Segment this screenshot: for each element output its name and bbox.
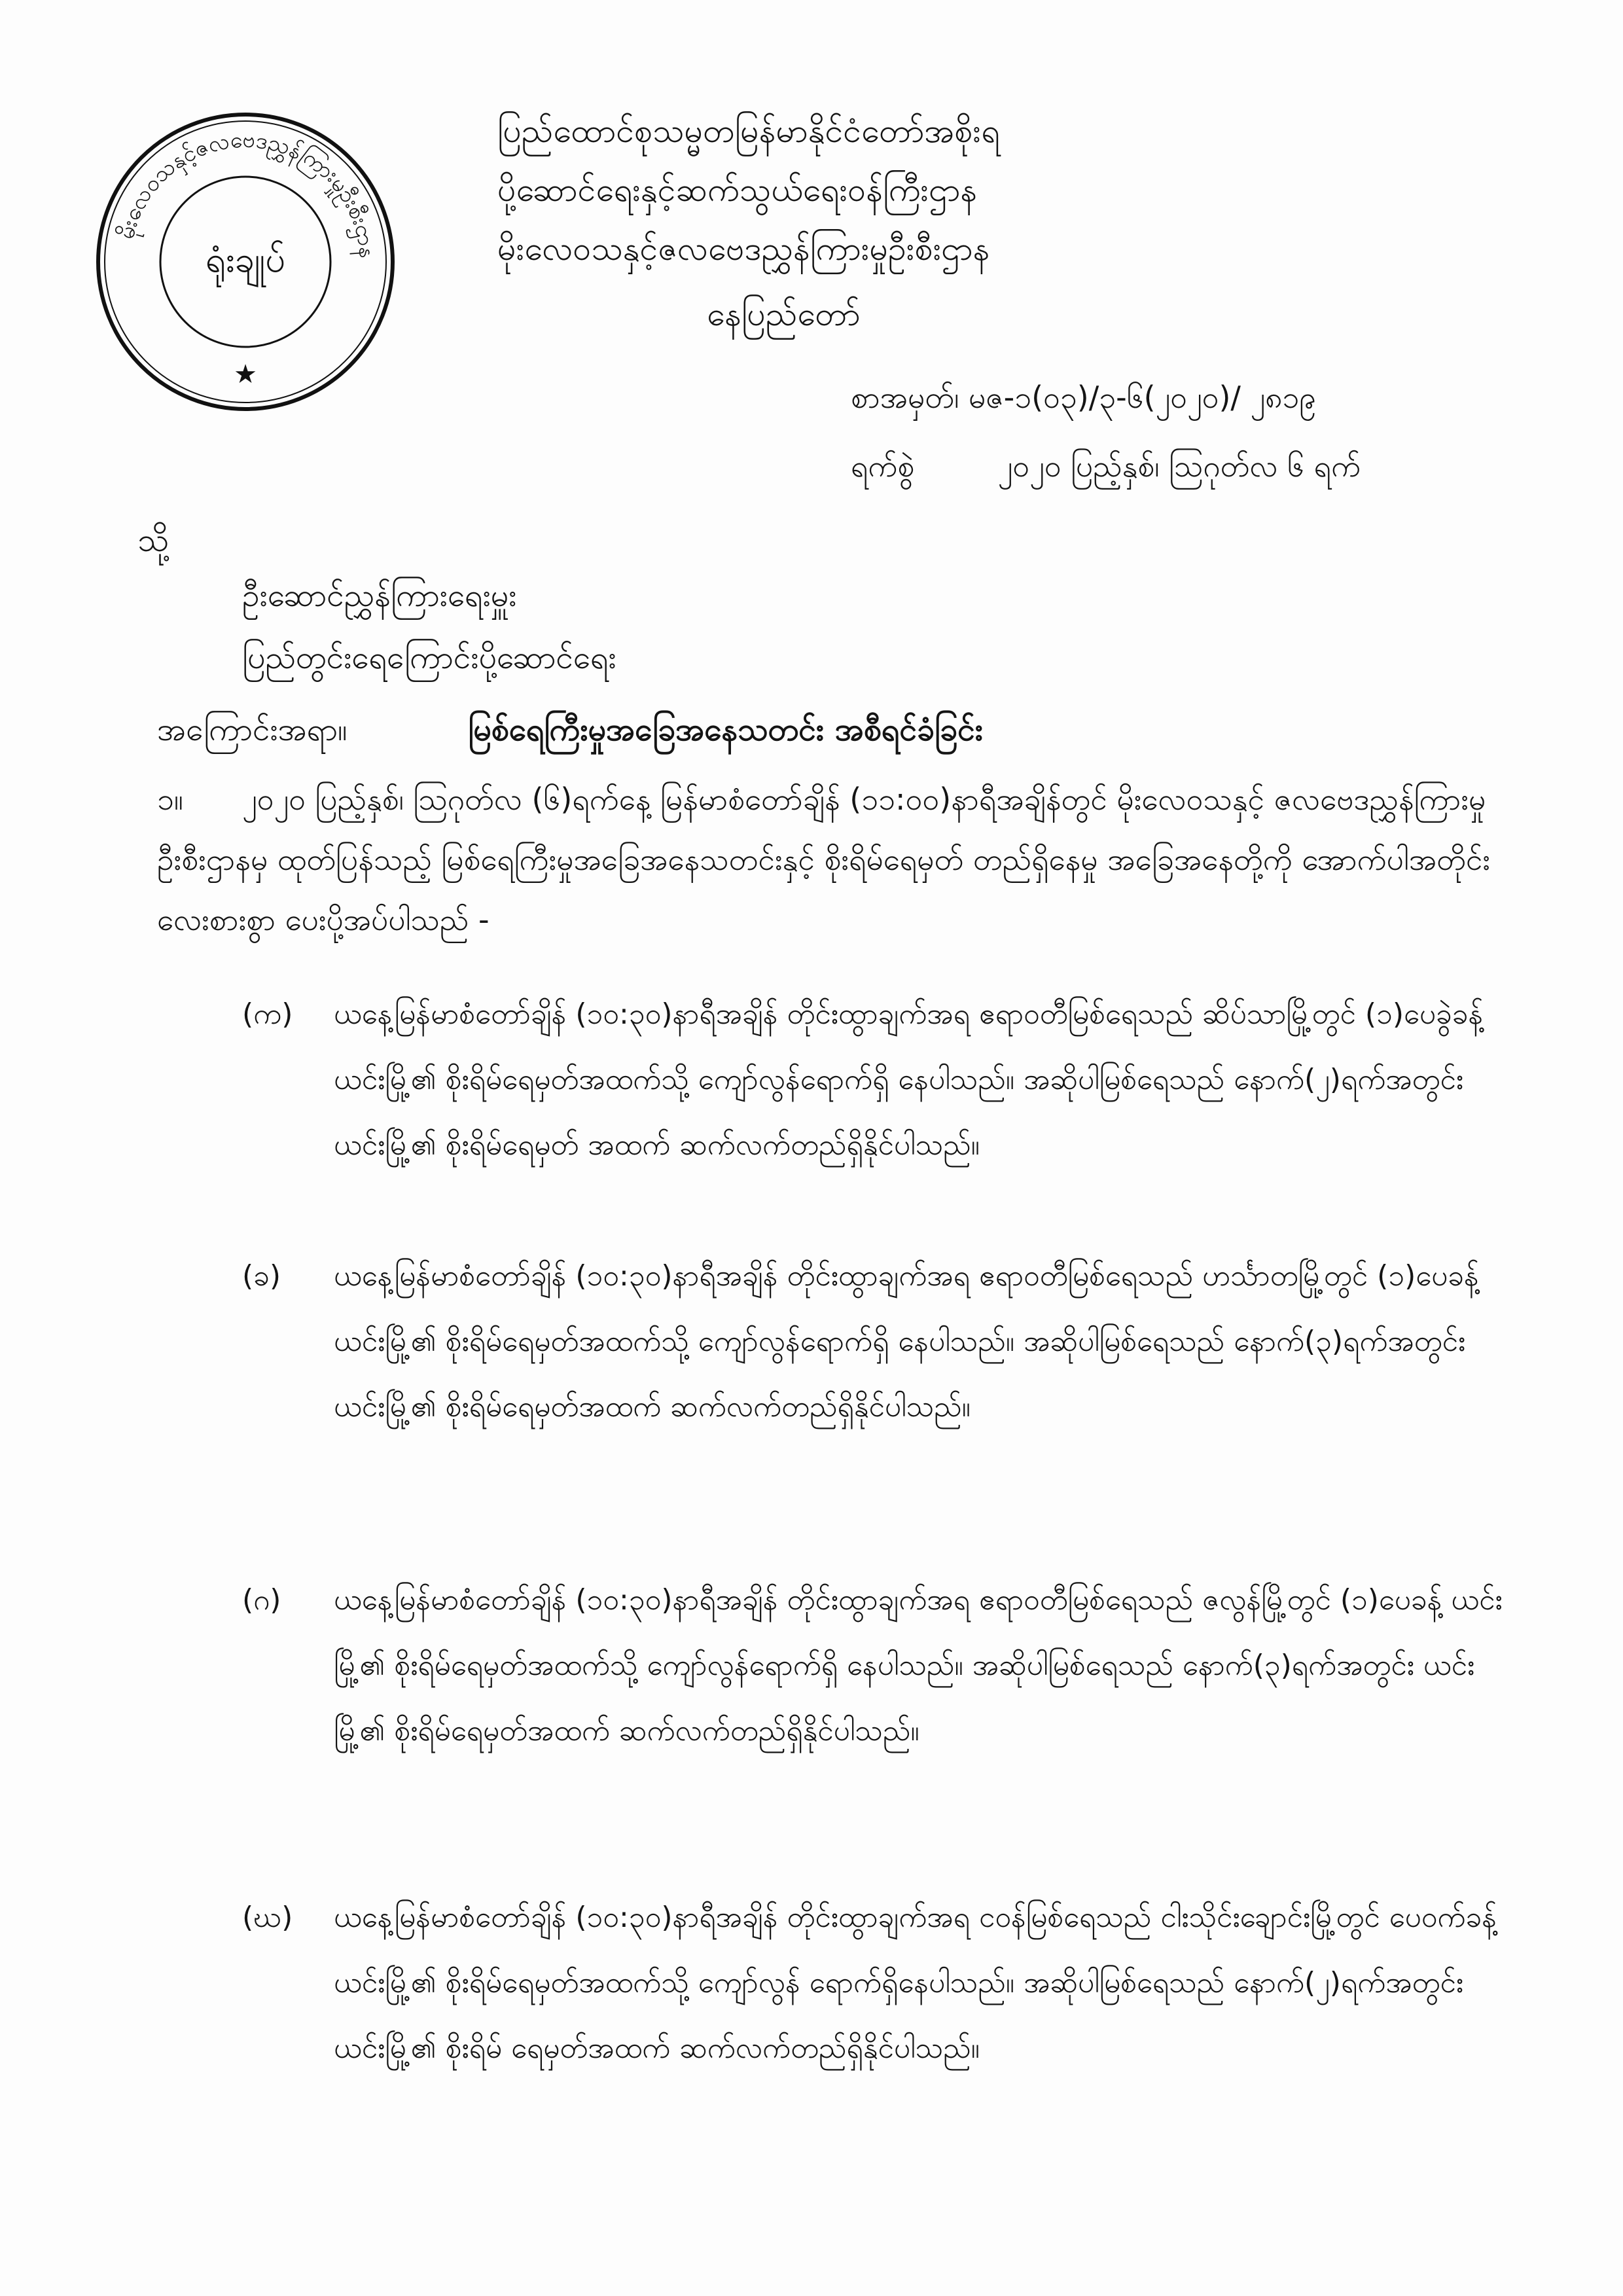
list-item-text: ယနေ့မြန်မာစံတော်ချိန် (၁၀:၃၀)နာရီအချိန် တိုင်းထွာချက်အရ ဧရာဝတီမြစ်ရေသည် ဆိပ်သာမြို့တွင် (၁)ပေခွဲခန့် ယင်းမြို့၏ စိုးရိမ်ရေမှတ်အထက်သို့ ကျော်လွန်ရောက်ရှိ နေပါသည်။ အဆိုပါမြစ်ရေသည် နောက်(၂)ရက်အတွင်း ယင်းမြို့၏ စိုးရိမ်ရေမှတ် အထက် ဆက်လက်တည်ရှိနိုင်ပါသည်။ xyxy=(334,997,1484,1162)
list-item xyxy=(242,1885,1512,2081)
seal-ring-text: မိုးလေဝသနှင့်ဇလဗေဒညွှန်ကြားမှုဦးစီးဌာန xyxy=(113,126,381,259)
list-item xyxy=(242,1244,1512,1440)
reference-number-value: မဇ-၁(၀၃)/၃-၆(၂၀၂၀)/ ၂၈၁၉ xyxy=(968,380,1317,415)
list-item-text: ယနေ့မြန်မာစံတော်ချိန် (၁၀:၃၀)နာရီအချိန် တိုင်းထွာချက်အရ ငဝန်မြစ်ရေသည် ငါးသိုင်းချောင်းမြို့တွင် ပေဝက်ခန့် ယင်းမြို့၏ စိုးရိမ်ရေမှတ်အထက်သို့ ကျော်လွန် ရောက်ရှိနေပါသည်။ အဆိုပါမြစ်ရေသည် နောက်(၂)ရက်အတွင်း ယင်းမြို့၏ စိုးရိမ် ရေမှတ်အထက် ဆက်လက်တည်ရှိနိုင်ပါသည်။ xyxy=(334,1901,1497,2065)
subject-text: မြစ်ရေကြီးမှုအခြေအနေသတင်း အစီရင်ခံခြင်း xyxy=(468,711,983,748)
list-item-text: ယနေ့မြန်မာစံတော်ချိန် (၁၀:၃၀)နာရီအချိန် တိုင်းထွာချက်အရ ဧရာဝတီမြစ်ရေသည် ဇလွန်မြို့တွင် (၁)ပေခန့် ယင်းမြို့၏ စိုးရိမ်ရေမှတ်အထက်သို့ ကျော်လွန်ရောက်ရှိ နေပါသည်။ အဆိုပါမြစ်ရေသည် နောက်(၃)ရက်အတွင်း ယင်းမြို့၏ စိုးရိမ်ရေမှတ်အထက် ဆက်လက်တည်ရှိနိုင်ပါသည်။ xyxy=(334,1583,1503,1748)
header-city: နေပြည်တော် xyxy=(707,295,861,333)
list-item-marker: (က) xyxy=(242,997,293,1031)
subject-line xyxy=(157,707,1531,753)
list-item-marker: (ဂ) xyxy=(242,1583,281,1617)
reference-date xyxy=(851,445,1361,487)
seal-icon xyxy=(92,108,399,416)
star-icon: ★ xyxy=(234,359,257,389)
header-government: ပြည်ထောင်စုသမ္မတမြန်မာနိုင်ငံတော်အစိုးရ xyxy=(497,112,1000,150)
reference-date-value: ၂၀၂၀ ပြည့်နှစ်၊ ဩဂုတ်လ ၆ ရက် xyxy=(997,448,1361,484)
paragraph-text: ၂၀၂၀ ပြည့်နှစ်၊ ဩဂုတ်လ (၆)ရက်နေ့ မြန်မာစံတော်ချိန် (၁၁:၀၀)နာရီအချိန်တွင် မိုးလေဝသနှင့် ဇလဗေဒညွှန်ကြားမှုဦးစီးဌာနမှ ထုတ်ပြန်သည့် မြစ်ရေကြီးမှုအခြေအနေသတင်းနှင့် စိုးရိမ်ရေမှတ် တည်ရှိနေမှု အခြေအနေတို့ကို အောက်ပါအတိုင်း လေးစားစွာ ပေးပို့အပ်ပါသည် - xyxy=(157,781,1491,937)
list-item xyxy=(242,982,1512,1178)
reference-date-label: ရက်စွဲ xyxy=(851,448,915,484)
paragraph-number: ၁။ xyxy=(157,781,183,817)
list-item-text: ယနေ့မြန်မာစံတော်ချိန် (၁၀:၃၀)နာရီအချိန် တိုင်းထွာချက်အရ ဧရာဝတီမြစ်ရေသည် ဟင်္သာတမြို့တွင် (၁)ပေခန့် ယင်းမြို့၏ စိုးရိမ်ရေမှတ်အထက်သို့ ကျော်လွန်ရောက်ရှိ နေပါသည်။ အဆိုပါမြစ်ရေသည် နောက်(၃)ရက်အတွင်း ယင်းမြို့၏ စိုးရိမ်ရေမှတ်အထက် ဆက်လက်တည်ရှိနိုင်ပါသည်။ xyxy=(334,1259,1479,1424)
body-paragraph xyxy=(157,769,1499,950)
seal-center-text: ရုံးချုပ် xyxy=(205,239,286,280)
to-label: သို့ xyxy=(137,521,169,559)
recipient-title: ဦးဆောင်ညွှန်ကြားရေးမှူး xyxy=(242,577,517,614)
list-item-marker: (ဃ) xyxy=(242,1901,293,1934)
list-item-marker: (ခ) xyxy=(242,1259,281,1293)
header-department: မိုးလေဝသနှင့်ဇလဗေဒညွှန်ကြားမှုဦးစီးဌာန xyxy=(497,230,990,268)
list-item xyxy=(242,1568,1512,1764)
reference-number-label: စာအမှတ်၊ xyxy=(851,380,959,415)
subject-label: အကြောင်းအရာ။ xyxy=(157,711,348,748)
recipient-office: ပြည်တွင်းရေကြောင်းပို့ဆောင်ရေး xyxy=(242,639,616,676)
reference-number xyxy=(851,376,1316,418)
header-ministry: ပို့ဆောင်ရေးနှင့်ဆက်သွယ်ရေးဝန်ကြီးဌာန xyxy=(497,171,978,209)
department-seal xyxy=(92,108,399,416)
